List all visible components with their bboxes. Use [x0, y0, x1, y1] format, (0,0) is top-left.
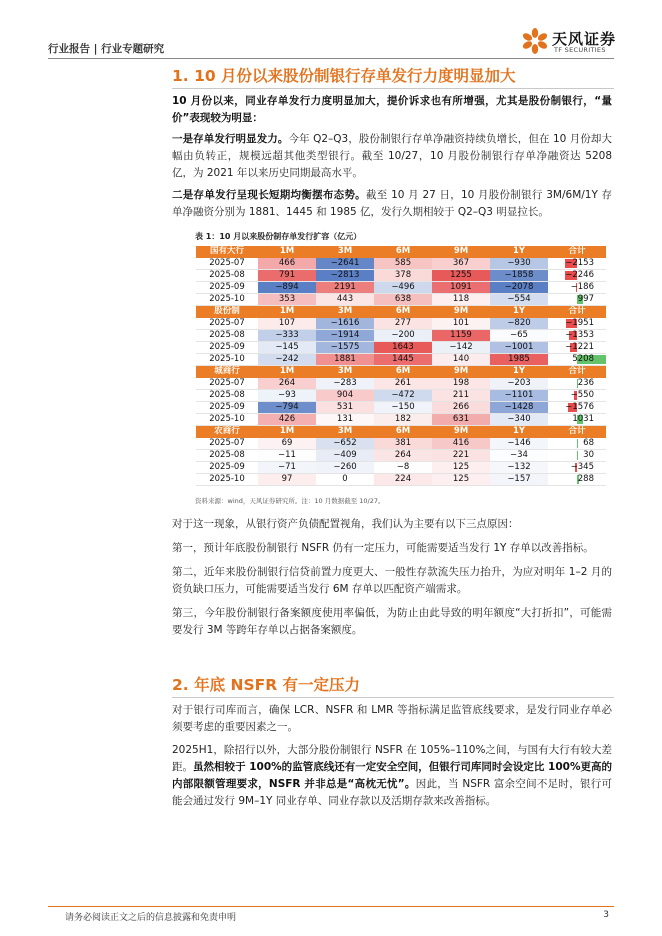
column-header: 1M [258, 366, 316, 378]
value-cell: 904 [316, 390, 374, 402]
column-header: 合计 [548, 246, 606, 258]
column-header: 9M [432, 426, 490, 438]
row-date: 2025-10 [196, 474, 258, 486]
total-cell [548, 462, 606, 474]
value-cell: 1881 [316, 354, 374, 366]
table-row [196, 270, 606, 282]
section2-para2-text2: 因此，当 NSFR 富余空间不足时，银行可能会通过发行 9M–1Y 同业存单、同业存款以及活期存款来改善指标。 [172, 778, 612, 807]
value-cell: −794 [258, 402, 316, 414]
group-name: 农商行 [196, 426, 258, 438]
total-value: −1353 [565, 330, 594, 341]
table-row [196, 354, 606, 366]
value-cell: −2641 [316, 258, 374, 270]
value-cell: −260 [316, 462, 374, 474]
total-cell [548, 438, 606, 450]
disclaimer-notice: 请务必阅读正文之后的信息披露和免责申明 [65, 913, 237, 923]
total-value: −1951 [565, 318, 594, 329]
value-cell: −894 [258, 282, 316, 294]
value-cell: −1616 [316, 318, 374, 330]
value-cell: 101 [432, 318, 490, 330]
value-cell: −820 [490, 318, 548, 330]
value-cell: 224 [374, 474, 432, 486]
value-cell: −71 [258, 462, 316, 474]
section2-title: 2. 年底 NSFR 有一定压力 [172, 676, 361, 694]
group-name: 城商行 [196, 366, 258, 378]
section1-point2 [172, 187, 612, 221]
value-cell: 97 [258, 474, 316, 486]
logo-name-en: TF SECURITIES [554, 46, 606, 54]
value-cell: −157 [490, 474, 548, 486]
row-date: 2025-09 [196, 282, 258, 294]
table-row [196, 318, 606, 330]
total-value: −1221 [565, 342, 594, 353]
total-value: −2246 [565, 270, 594, 281]
value-cell: 140 [432, 354, 490, 366]
value-cell: −930 [490, 258, 548, 270]
group-header-row [196, 246, 606, 258]
group-name: 国有大行 [196, 246, 258, 258]
total-cell [548, 450, 606, 462]
value-cell: −1101 [490, 390, 548, 402]
value-cell: 1643 [374, 342, 432, 354]
group-name: 股份制 [196, 306, 258, 318]
total-cell [548, 414, 606, 426]
row-date: 2025-08 [196, 270, 258, 282]
row-date: 2025-08 [196, 450, 258, 462]
total-value: 236 [577, 378, 594, 389]
column-header: 1M [258, 426, 316, 438]
group-header-row [196, 366, 606, 378]
column-header: 1M [258, 246, 316, 258]
value-cell: 531 [316, 402, 374, 414]
value-cell: 426 [258, 414, 316, 426]
point2-body: 截至 10 月 27 日，10 月股份制银行 3M/6M/1Y 存单净融资分别为 1881、1445 和 1985 亿，发行久期相较于 Q2–Q3 明显拉长。 [172, 189, 612, 218]
value-cell: 2191 [316, 282, 374, 294]
value-cell: 1445 [374, 354, 432, 366]
tf-securities-logo [520, 26, 630, 58]
table-row [196, 462, 606, 474]
value-cell: −34 [490, 450, 548, 462]
value-cell: −472 [374, 390, 432, 402]
value-cell: 264 [374, 450, 432, 462]
table-row [196, 342, 606, 354]
logo-name-cn: 天风证券 [552, 30, 617, 48]
value-cell: −145 [258, 342, 316, 354]
value-cell: −2813 [316, 270, 374, 282]
value-cell: −142 [432, 342, 490, 354]
section2-title-divider [172, 697, 614, 698]
value-cell: 131 [316, 414, 374, 426]
column-header: 9M [432, 366, 490, 378]
table-row [196, 390, 606, 402]
row-date: 2025-07 [196, 438, 258, 450]
section1-intro-text: 10 月份以来，同业存单发行力度明显加大，提价诉求也有所增强，尤其是股份制银行，“量价”表现较为明显： [172, 95, 612, 124]
total-value: −345 [570, 462, 594, 473]
section1-title-divider [172, 88, 614, 89]
value-cell: 198 [432, 378, 490, 390]
value-cell: 261 [374, 378, 432, 390]
value-cell: −150 [374, 402, 432, 414]
logo-flower-icon [520, 26, 550, 58]
value-cell: 182 [374, 414, 432, 426]
column-header: 合计 [548, 426, 606, 438]
value-cell: 266 [432, 402, 490, 414]
value-cell: −496 [374, 282, 432, 294]
column-header: 1Y [490, 366, 548, 378]
value-cell: −554 [490, 294, 548, 306]
value-cell: −2078 [490, 282, 548, 294]
value-cell: −409 [316, 450, 374, 462]
total-value: −550 [570, 390, 594, 401]
value-cell: −1001 [490, 342, 548, 354]
table-caption: 表 1：10 月以来股份制存单发行扩容（亿元） [195, 232, 362, 241]
section1-intro [172, 93, 612, 127]
value-cell: −11 [258, 450, 316, 462]
row-date: 2025-07 [196, 318, 258, 330]
total-cell [548, 330, 606, 342]
table-row [196, 282, 606, 294]
value-cell: 443 [316, 294, 374, 306]
value-cell: 367 [432, 258, 490, 270]
column-header: 合计 [548, 306, 606, 318]
section2-para2-bold: 虽然相较于 100%的监管底线还有一定安全空间，但银行司库同时会设定比 100%更高的内部限额管理要求，NSFR 并非总是“高枕无忧”。 [172, 761, 613, 790]
section2-para2 [172, 742, 612, 810]
value-cell: 1159 [432, 330, 490, 342]
reason-three: 第三，今年股份制银行备案额度使用率偏低，为防止由此导致的明年额度“大打折扣”，可能需要发行 3M 等跨年存单以占据备案额度。 [172, 607, 612, 636]
row-date: 2025-08 [196, 390, 258, 402]
table-row [196, 258, 606, 270]
issuance-table [196, 246, 606, 486]
section1-point1 [172, 131, 612, 182]
value-cell: 1985 [490, 354, 548, 366]
point1-lead: 一是存单发行明显发力。 [172, 133, 289, 145]
table-row [196, 402, 606, 414]
value-cell: −652 [316, 438, 374, 450]
column-header: 6M [374, 246, 432, 258]
report-type-breadcrumb: 行业报告 | 行业专题研究 [48, 43, 165, 55]
value-cell: 466 [258, 258, 316, 270]
total-value: −186 [570, 282, 594, 293]
total-value: 30 [583, 450, 594, 461]
table-row [196, 450, 606, 462]
column-header: 9M [432, 246, 490, 258]
value-cell: 125 [432, 474, 490, 486]
group-header-row [196, 426, 606, 438]
value-cell: 125 [432, 462, 490, 474]
value-cell: 277 [374, 318, 432, 330]
point1-body: 今年 Q2–Q3，股份制银行存单净融资持续负增长，但在 10 月份却大幅由负转正，规模远超其他类型银行。截至 10/27，10 月股份制银行存单净融资达 5208 亿，为 2021 年以来历史同期最高水平。 [172, 133, 612, 179]
row-date: 2025-08 [196, 330, 258, 342]
value-cell: −200 [374, 330, 432, 342]
value-cell: 264 [258, 378, 316, 390]
column-header: 3M [316, 246, 374, 258]
table-row [196, 378, 606, 390]
table-row [196, 330, 606, 342]
value-cell: −1858 [490, 270, 548, 282]
value-cell: 69 [258, 438, 316, 450]
value-cell: −1428 [490, 402, 548, 414]
table-row [196, 294, 606, 306]
row-date: 2025-09 [196, 402, 258, 414]
value-cell: −8 [374, 462, 432, 474]
group-header-row [196, 306, 606, 318]
value-cell: 107 [258, 318, 316, 330]
row-date: 2025-07 [196, 378, 258, 390]
total-cell [548, 342, 606, 354]
total-value: −1576 [565, 402, 594, 413]
value-cell: −203 [490, 378, 548, 390]
column-header: 合计 [548, 366, 606, 378]
table-row [196, 414, 606, 426]
total-cell [548, 282, 606, 294]
section2-para2-text1: 2025H1，除招行以外，大部分股份制银行 NSFR 在 105%–110%之间，与国有大行有较大差距。 [172, 744, 612, 773]
total-value: 288 [577, 474, 594, 485]
value-cell: −93 [258, 390, 316, 402]
total-value: −2153 [565, 258, 594, 269]
value-cell: −65 [490, 330, 548, 342]
value-cell: −242 [258, 354, 316, 366]
value-cell: −146 [490, 438, 548, 450]
table-row [196, 438, 606, 450]
total-value: 68 [583, 438, 594, 449]
value-cell: 118 [432, 294, 490, 306]
value-cell: 378 [374, 270, 432, 282]
value-cell: 1091 [432, 282, 490, 294]
total-cell [548, 258, 606, 270]
value-cell: 353 [258, 294, 316, 306]
total-value: 1031 [572, 414, 594, 425]
column-header: 9M [432, 306, 490, 318]
total-value: 5208 [572, 354, 594, 365]
section2-para1: 对于银行司库而言，确保 LCR、NSFR 和 LMR 等指标满足监管底线要求，是发行同业存单必须要考虑的重要因素之一。 [172, 704, 612, 733]
total-cell [548, 378, 606, 390]
value-cell: 221 [432, 450, 490, 462]
reason-one: 第一，预计年底股份制银行 NSFR 仍有一定压力，可能需要适当发行 1Y 存单以改善指标。 [172, 542, 594, 554]
total-cell [548, 474, 606, 486]
value-cell: 585 [374, 258, 432, 270]
row-date: 2025-10 [196, 414, 258, 426]
table-row [196, 474, 606, 486]
value-cell: 631 [432, 414, 490, 426]
column-header: 1Y [490, 246, 548, 258]
value-cell: 381 [374, 438, 432, 450]
total-cell [548, 354, 606, 366]
row-date: 2025-10 [196, 354, 258, 366]
column-header: 1M [258, 306, 316, 318]
row-date: 2025-09 [196, 462, 258, 474]
row-date: 2025-10 [196, 294, 258, 306]
reasons-intro: 对于这一现象，从银行资产负债配置视角，我们认为主要有以下三点原因： [172, 518, 519, 530]
value-cell: −132 [490, 462, 548, 474]
point2-lead: 二是存单发行呈现长短期均衡摆布态势。 [172, 189, 366, 201]
value-cell: −340 [490, 414, 548, 426]
value-cell: 1255 [432, 270, 490, 282]
column-header: 6M [374, 426, 432, 438]
footer-divider [48, 906, 614, 907]
column-header: 1Y [490, 426, 548, 438]
column-header: 3M [316, 366, 374, 378]
total-value: 997 [577, 294, 594, 305]
section1-title: 1. 10 月份以来股份制银行存单发行力度明显加大 [172, 67, 516, 85]
header-divider [48, 58, 614, 59]
row-date: 2025-09 [196, 342, 258, 354]
value-cell: 638 [374, 294, 432, 306]
value-cell: 791 [258, 270, 316, 282]
total-cell [548, 270, 606, 282]
column-header: 3M [316, 306, 374, 318]
column-header: 6M [374, 366, 432, 378]
total-cell [548, 402, 606, 414]
column-header: 6M [374, 306, 432, 318]
value-cell: −283 [316, 378, 374, 390]
total-cell [548, 318, 606, 330]
value-cell: −1914 [316, 330, 374, 342]
page-number: 3 [603, 910, 609, 920]
value-cell: −1575 [316, 342, 374, 354]
value-cell: 0 [316, 474, 374, 486]
column-header: 1Y [490, 306, 548, 318]
total-cell [548, 294, 606, 306]
row-date: 2025-07 [196, 258, 258, 270]
table-source-note: 资料来源：wind，天风证券研究所。注：10 月数据截至 10/27。 [195, 497, 385, 505]
total-cell [548, 390, 606, 402]
value-cell: 416 [432, 438, 490, 450]
value-cell: 211 [432, 390, 490, 402]
reason-two: 第二，近年来股份制银行信贷前置力度更大、一般性存款流失压力抬升，为应对明年 1–2 月的资负缺口压力，可能需要适当发行 6M 存单以匹配资产端需求。 [172, 566, 612, 595]
value-cell: −333 [258, 330, 316, 342]
column-header: 3M [316, 426, 374, 438]
